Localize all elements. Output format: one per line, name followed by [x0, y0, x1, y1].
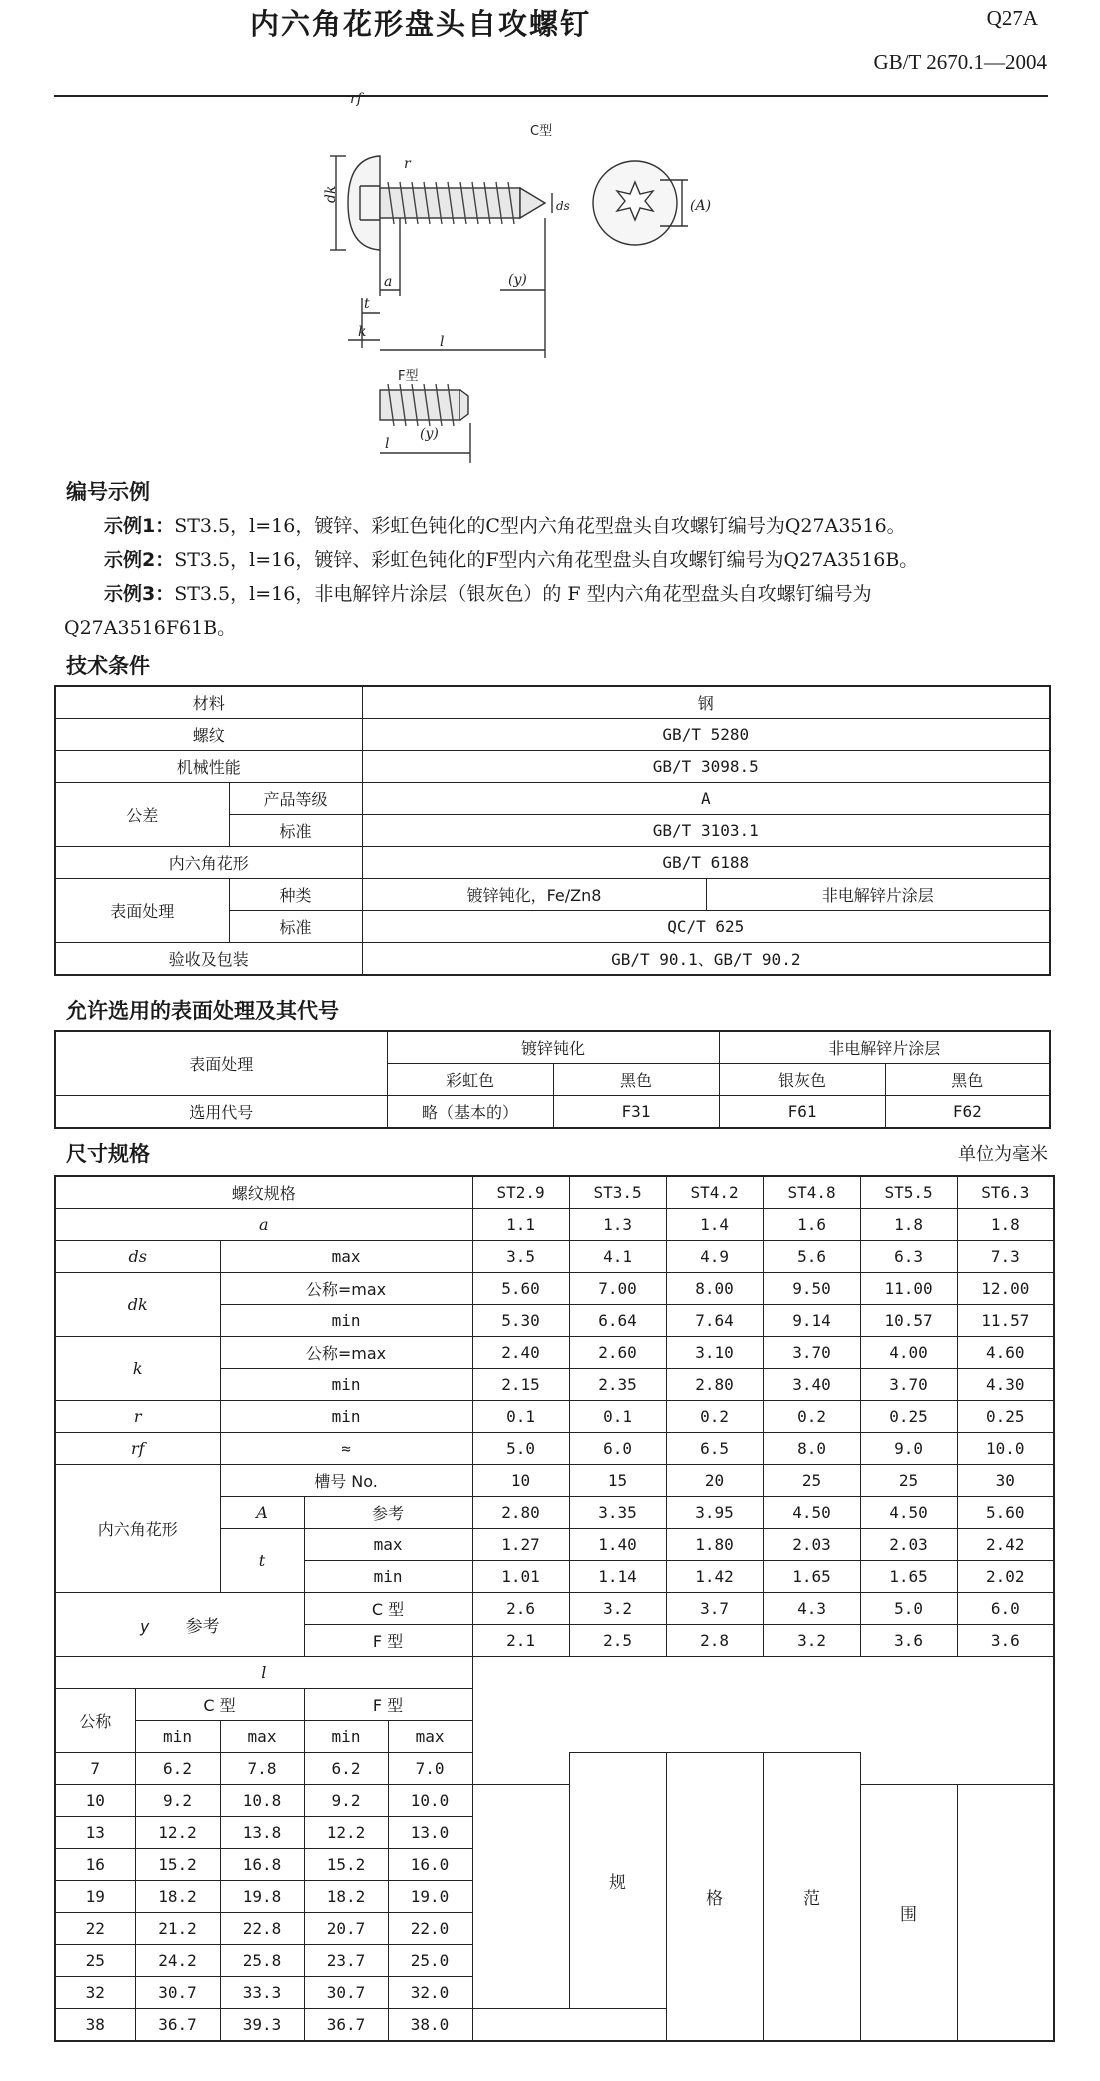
screw-drawing [323, 91, 760, 463]
length-nom: 25 [55, 1945, 135, 1977]
mech-label: 机械性能 [55, 751, 362, 783]
length-c-min: 15.2 [135, 1849, 220, 1881]
dk-min-label: min [220, 1305, 472, 1337]
k-value: 4.60 [957, 1337, 1054, 1369]
y-value: 2.6 [472, 1593, 569, 1625]
length-header-row [55, 1657, 1054, 1689]
hex-label: 内六角花形 [55, 1465, 220, 1593]
finish-color: 黑色 [553, 1064, 719, 1096]
numbering-heading: 编号示例 [66, 480, 150, 504]
r-dim-label: r [404, 156, 411, 172]
length-c-max: 25.8 [220, 1945, 304, 1977]
example-2-text: ST3.5，l=16，镀锌、彩虹色钝化的F型内六角花型盘头自攻螺钉编号为Q27A3516B。 [174, 549, 919, 571]
example-3-text: ST3.5，l=16，非电解锌片涂层（银灰色）的 F 型内六角花型盘头自攻螺钉编号为 [174, 583, 872, 605]
length-nom: 13 [55, 1817, 135, 1849]
surface-std-label: 标准 [229, 911, 362, 943]
length-c-min: 18.2 [135, 1881, 220, 1913]
r-min-label: min [220, 1401, 472, 1433]
min-col-label: min [304, 1721, 388, 1753]
t-value: 1.01 [472, 1561, 569, 1593]
spec-value: ST4.8 [763, 1176, 860, 1209]
range-empty [569, 2009, 666, 2042]
finish-group-zinc: 镀锌钝化 [387, 1031, 719, 1064]
length-c-min: 9.2 [135, 1785, 220, 1817]
screw-tip [520, 188, 545, 218]
y-value: 2.5 [569, 1625, 666, 1657]
spec-value: ST5.5 [860, 1176, 957, 1209]
f-col-label: F 型 [304, 1689, 472, 1721]
finish-color: 黑色 [885, 1064, 1050, 1096]
length-f-max: 7.0 [388, 1753, 472, 1785]
acceptance-value: GB/T 90.1、GB/T 90.2 [362, 943, 1050, 976]
spec-label: 螺纹规格 [55, 1176, 472, 1209]
r-label: r [55, 1401, 220, 1433]
length-f-max: 13.0 [388, 1817, 472, 1849]
dk-value: 7.64 [666, 1305, 763, 1337]
example-3-label: 示例3： [104, 583, 175, 605]
dimensions-table [54, 1175, 1055, 2042]
finish-code-label: 选用代号 [55, 1096, 387, 1129]
range-char: 格 [706, 1889, 724, 1909]
hexalobular-label: 内六角花形 [55, 847, 362, 879]
slot-value: 15 [569, 1465, 666, 1497]
length-f-min: 12.2 [304, 1817, 388, 1849]
k-row [55, 1337, 1054, 1369]
ds-row [55, 1241, 1054, 1273]
k-label: k [55, 1337, 220, 1401]
slot-value: 25 [860, 1465, 957, 1497]
k-min-label: min [220, 1369, 472, 1401]
k-value: 2.40 [472, 1337, 569, 1369]
length-f-max: 22.0 [388, 1913, 472, 1945]
ds-value: 3.5 [472, 1241, 569, 1273]
length-c-max: 33.3 [220, 1977, 304, 2009]
example-2-label: 示例2： [104, 549, 175, 571]
f-type-label: F型 [398, 369, 419, 384]
dk-value: 11.57 [957, 1305, 1054, 1337]
c-type-label: C型 [530, 124, 553, 139]
A-ref-label: 参考 [304, 1497, 472, 1529]
l-dim-label: l [440, 334, 445, 350]
length-nom: 19 [55, 1881, 135, 1913]
dk-row [55, 1273, 1054, 1305]
range-cell [860, 1785, 957, 2042]
surface-label: 表面处理 [55, 879, 229, 943]
thread-value: GB/T 5280 [362, 719, 1050, 751]
dk-value: 8.00 [666, 1273, 763, 1305]
y-value: 3.6 [860, 1625, 957, 1657]
t-value: 1.14 [569, 1561, 666, 1593]
dk-value: 9.14 [763, 1305, 860, 1337]
rf-value: 8.0 [763, 1433, 860, 1465]
t-max-label: max [304, 1529, 472, 1561]
l-label: l [55, 1657, 472, 1689]
dk-value: 10.57 [860, 1305, 957, 1337]
finish-table [54, 1030, 1051, 1129]
length-f-min: 9.2 [304, 1785, 388, 1817]
dk-value: 7.00 [569, 1273, 666, 1305]
range-cell [569, 1753, 666, 2009]
k-value: 3.70 [763, 1337, 860, 1369]
range-empty [472, 2009, 569, 2042]
unit-note: 单位为毫米 [958, 1144, 1048, 1165]
dk-value: 5.30 [472, 1305, 569, 1337]
length-f-min: 36.7 [304, 2009, 388, 2042]
hexalobular-value: GB/T 6188 [362, 847, 1050, 879]
t-value: 1.42 [666, 1561, 763, 1593]
y-label-cell [55, 1593, 304, 1657]
length-f-max: 10.0 [388, 1785, 472, 1817]
a-dim-label: a [384, 274, 393, 290]
length-c-max: 19.8 [220, 1881, 304, 1913]
range-spacer [472, 1657, 1054, 1753]
A-dim-label: (A) [690, 198, 712, 214]
y-c-row [55, 1593, 1054, 1625]
example-1-text: ST3.5，l=16，镀锌、彩虹色钝化的C型内六角花型盘头自攻螺钉编号为Q27A3516。 [174, 515, 906, 537]
y-dim-label-f: (y) [420, 426, 439, 442]
spec-value: ST4.2 [666, 1176, 763, 1209]
example-2 [104, 543, 1048, 577]
y-value: 4.3 [763, 1593, 860, 1625]
standard-number: GB/T 2670.1—2004 [873, 50, 1047, 74]
spec-value: ST2.9 [472, 1176, 569, 1209]
finish-color: 银灰色 [719, 1064, 885, 1096]
rf-value: 9.0 [860, 1433, 957, 1465]
a-value: 1.3 [569, 1209, 666, 1241]
tech-heading: 技术条件 [66, 654, 150, 678]
ds-value: 4.9 [666, 1241, 763, 1273]
k-value: 2.15 [472, 1369, 569, 1401]
k-value: 2.35 [569, 1369, 666, 1401]
l-dim-label-f: l [385, 436, 390, 452]
example-3-continued: Q27A3516F61B。 [64, 617, 237, 639]
a-value: 1.6 [763, 1209, 860, 1241]
document-code: Q27A [986, 6, 1038, 30]
dims-heading: 尺寸规格 [66, 1142, 150, 1166]
length-f-max: 25.0 [388, 1945, 472, 1977]
length-nom: 32 [55, 1977, 135, 2009]
ds-dim-label: ds [556, 199, 570, 213]
kind-value-1: 镀锌钝化，Fe/Zn8 [362, 879, 706, 911]
spec-row [55, 1176, 1054, 1209]
c-col-label: C 型 [135, 1689, 304, 1721]
y-dim-label: (y) [508, 272, 527, 288]
surface-std-value: QC/T 625 [362, 911, 1050, 943]
A-value: 3.35 [569, 1497, 666, 1529]
rf-label: rf [55, 1433, 220, 1465]
r-value: 0.25 [860, 1401, 957, 1433]
finish-code: F31 [553, 1096, 719, 1129]
r-value: 0.2 [666, 1401, 763, 1433]
min-col-label: min [135, 1721, 220, 1753]
tolerance-std-label: 标准 [229, 815, 362, 847]
y-value: 3.2 [763, 1625, 860, 1657]
a-value: 1.8 [957, 1209, 1054, 1241]
y-value: 2.1 [472, 1625, 569, 1657]
r-value: 0.1 [472, 1401, 569, 1433]
thread-label: 螺纹 [55, 719, 362, 751]
length-f-min: 15.2 [304, 1849, 388, 1881]
length-f-min: 30.7 [304, 1977, 388, 2009]
t-min-label: min [304, 1561, 472, 1593]
slot-row [55, 1465, 1054, 1497]
length-row [55, 1753, 1054, 1785]
dk-value: 9.50 [763, 1273, 860, 1305]
dk-label: dk [55, 1273, 220, 1337]
k-nom-label: 公称=max [220, 1337, 472, 1369]
y-value: 3.7 [666, 1593, 763, 1625]
a-label: a [55, 1209, 472, 1241]
y-c-label: C 型 [304, 1593, 472, 1625]
t-value: 1.27 [472, 1529, 569, 1561]
slot-value: 20 [666, 1465, 763, 1497]
y-value: 5.0 [860, 1593, 957, 1625]
rf-value: 6.5 [666, 1433, 763, 1465]
range-cell [472, 1785, 569, 2009]
slot-label: 槽号 No. [220, 1465, 472, 1497]
t-value: 2.03 [763, 1529, 860, 1561]
A-value: 5.60 [957, 1497, 1054, 1529]
spec-value: ST6.3 [957, 1176, 1054, 1209]
material-value: 钢 [362, 686, 1050, 719]
length-f-min: 23.7 [304, 1945, 388, 1977]
rf-value: 5.0 [472, 1433, 569, 1465]
t-value: 2.42 [957, 1529, 1054, 1561]
max-col-label: max [220, 1721, 304, 1753]
y-value: 6.0 [957, 1593, 1054, 1625]
length-nom: 16 [55, 1849, 135, 1881]
dk-value: 11.00 [860, 1273, 957, 1305]
length-nom: 22 [55, 1913, 135, 1945]
length-c-min: 24.2 [135, 1945, 220, 1977]
ds-label: ds [55, 1241, 220, 1273]
range-char: 规 [609, 1873, 627, 1893]
k-value: 2.60 [569, 1337, 666, 1369]
length-c-min: 36.7 [135, 2009, 220, 2042]
tech-table [54, 685, 1051, 976]
t-value: 1.65 [860, 1561, 957, 1593]
t-value: 2.02 [957, 1561, 1054, 1593]
slot-value: 30 [957, 1465, 1054, 1497]
range-cell [666, 1753, 763, 2042]
grade-label: 产品等级 [229, 783, 362, 815]
k-value: 3.10 [666, 1337, 763, 1369]
kind-label: 种类 [229, 879, 362, 911]
kind-value-2: 非电解锌片涂层 [706, 879, 1050, 911]
dk-nom-label: 公称=max [220, 1273, 472, 1305]
t-dim-label: t [364, 296, 370, 312]
range-empty [957, 1753, 1054, 1785]
length-c-min: 21.2 [135, 1913, 220, 1945]
k-value: 3.40 [763, 1369, 860, 1401]
ds-value: 7.3 [957, 1241, 1054, 1273]
k-dim-label: k [358, 324, 367, 340]
rf-row [55, 1433, 1054, 1465]
length-f-min: 6.2 [304, 1753, 388, 1785]
r-row [55, 1401, 1054, 1433]
spec-value: ST3.5 [569, 1176, 666, 1209]
r-value: 0.2 [763, 1401, 860, 1433]
finish-color: 彩虹色 [387, 1064, 553, 1096]
ds-value: 6.3 [860, 1241, 957, 1273]
nominal-label: 公称 [55, 1689, 135, 1753]
rf-value: 10.0 [957, 1433, 1054, 1465]
example-1 [104, 509, 1048, 543]
a-value: 1.4 [666, 1209, 763, 1241]
length-c-max: 13.8 [220, 1817, 304, 1849]
range-empty [860, 1753, 957, 1785]
rf-value: 6.0 [569, 1433, 666, 1465]
length-c-max: 16.8 [220, 1849, 304, 1881]
A-value: 2.80 [472, 1497, 569, 1529]
y-label: y [139, 1617, 150, 1636]
page-title: 内六角花形盘头自攻螺钉 [250, 7, 592, 41]
grade-value: A [362, 783, 1050, 815]
range-empty [472, 1753, 569, 1785]
length-c-max: 39.3 [220, 2009, 304, 2042]
example-1-label: 示例1： [104, 515, 175, 537]
dk-dim-label: dk [323, 185, 339, 203]
t-value: 1.65 [763, 1561, 860, 1593]
a-value: 1.8 [860, 1209, 957, 1241]
length-c-max: 10.8 [220, 1785, 304, 1817]
dk-value: 12.00 [957, 1273, 1054, 1305]
length-f-min: 18.2 [304, 1881, 388, 1913]
finish-group-flake: 非电解锌片涂层 [719, 1031, 1050, 1064]
max-col-label: max [388, 1721, 472, 1753]
finish-surface-label: 表面处理 [55, 1031, 387, 1096]
t-value: 2.03 [860, 1529, 957, 1561]
range-char: 围 [900, 1905, 918, 1925]
length-c-max: 22.8 [220, 1913, 304, 1945]
length-c-min: 6.2 [135, 1753, 220, 1785]
length-row [55, 1785, 1054, 1817]
screw-head [348, 156, 380, 250]
length-f-max: 19.0 [388, 1881, 472, 1913]
k-value: 4.00 [860, 1337, 957, 1369]
length-f-max: 38.0 [388, 2009, 472, 2042]
y-value: 2.8 [666, 1625, 763, 1657]
rf-dim-label: rf [350, 91, 362, 107]
finish-code: F61 [719, 1096, 885, 1129]
length-nom: 7 [55, 1753, 135, 1785]
y-value: 3.2 [569, 1593, 666, 1625]
k-value: 2.80 [666, 1369, 763, 1401]
rf-approx-label: ≈ [220, 1433, 472, 1465]
a-row [55, 1209, 1054, 1241]
a-value: 1.1 [472, 1209, 569, 1241]
t-label: t [220, 1529, 304, 1593]
mech-value: GB/T 3098.5 [362, 751, 1050, 783]
range-cell [763, 1753, 860, 2042]
range-char: 范 [803, 1889, 821, 1909]
A-value: 4.50 [763, 1497, 860, 1529]
range-cell [957, 1785, 1054, 2042]
length-f-max: 16.0 [388, 1849, 472, 1881]
slot-value: 25 [763, 1465, 860, 1497]
length-f-min: 20.7 [304, 1913, 388, 1945]
acceptance-label: 验收及包装 [55, 943, 362, 976]
tolerance-label: 公差 [55, 783, 229, 847]
length-c-max: 7.8 [220, 1753, 304, 1785]
k-value: 4.30 [957, 1369, 1054, 1401]
A-label: A [220, 1497, 304, 1529]
t-value: 1.80 [666, 1529, 763, 1561]
y-f-label: F 型 [304, 1625, 472, 1657]
r-value: 0.25 [957, 1401, 1054, 1433]
t-value: 1.40 [569, 1529, 666, 1561]
dk-value: 6.64 [569, 1305, 666, 1337]
tolerance-std-value: GB/T 3103.1 [362, 815, 1050, 847]
length-c-min: 30.7 [135, 1977, 220, 2009]
length-nom: 38 [55, 2009, 135, 2042]
slot-value: 10 [472, 1465, 569, 1497]
dk-value: 5.60 [472, 1273, 569, 1305]
ds-value: 4.1 [569, 1241, 666, 1273]
example-3 [104, 577, 1048, 611]
finish-code: 略（基本的） [387, 1096, 553, 1129]
A-value: 4.50 [860, 1497, 957, 1529]
material-label: 材料 [55, 686, 362, 719]
length-c-min: 12.2 [135, 1817, 220, 1849]
finish-heading: 允许选用的表面处理及其代号 [66, 999, 339, 1023]
k-value: 3.70 [860, 1369, 957, 1401]
finish-code: F62 [885, 1096, 1050, 1129]
header-divider [54, 95, 1048, 97]
length-nom: 10 [55, 1785, 135, 1817]
y-ref-label: 参考 [185, 1617, 220, 1637]
ds-max-label: max [220, 1241, 472, 1273]
A-value: 3.95 [666, 1497, 763, 1529]
length-f-max: 32.0 [388, 1977, 472, 2009]
y-value: 3.6 [957, 1625, 1054, 1657]
ds-value: 5.6 [763, 1241, 860, 1273]
r-value: 0.1 [569, 1401, 666, 1433]
